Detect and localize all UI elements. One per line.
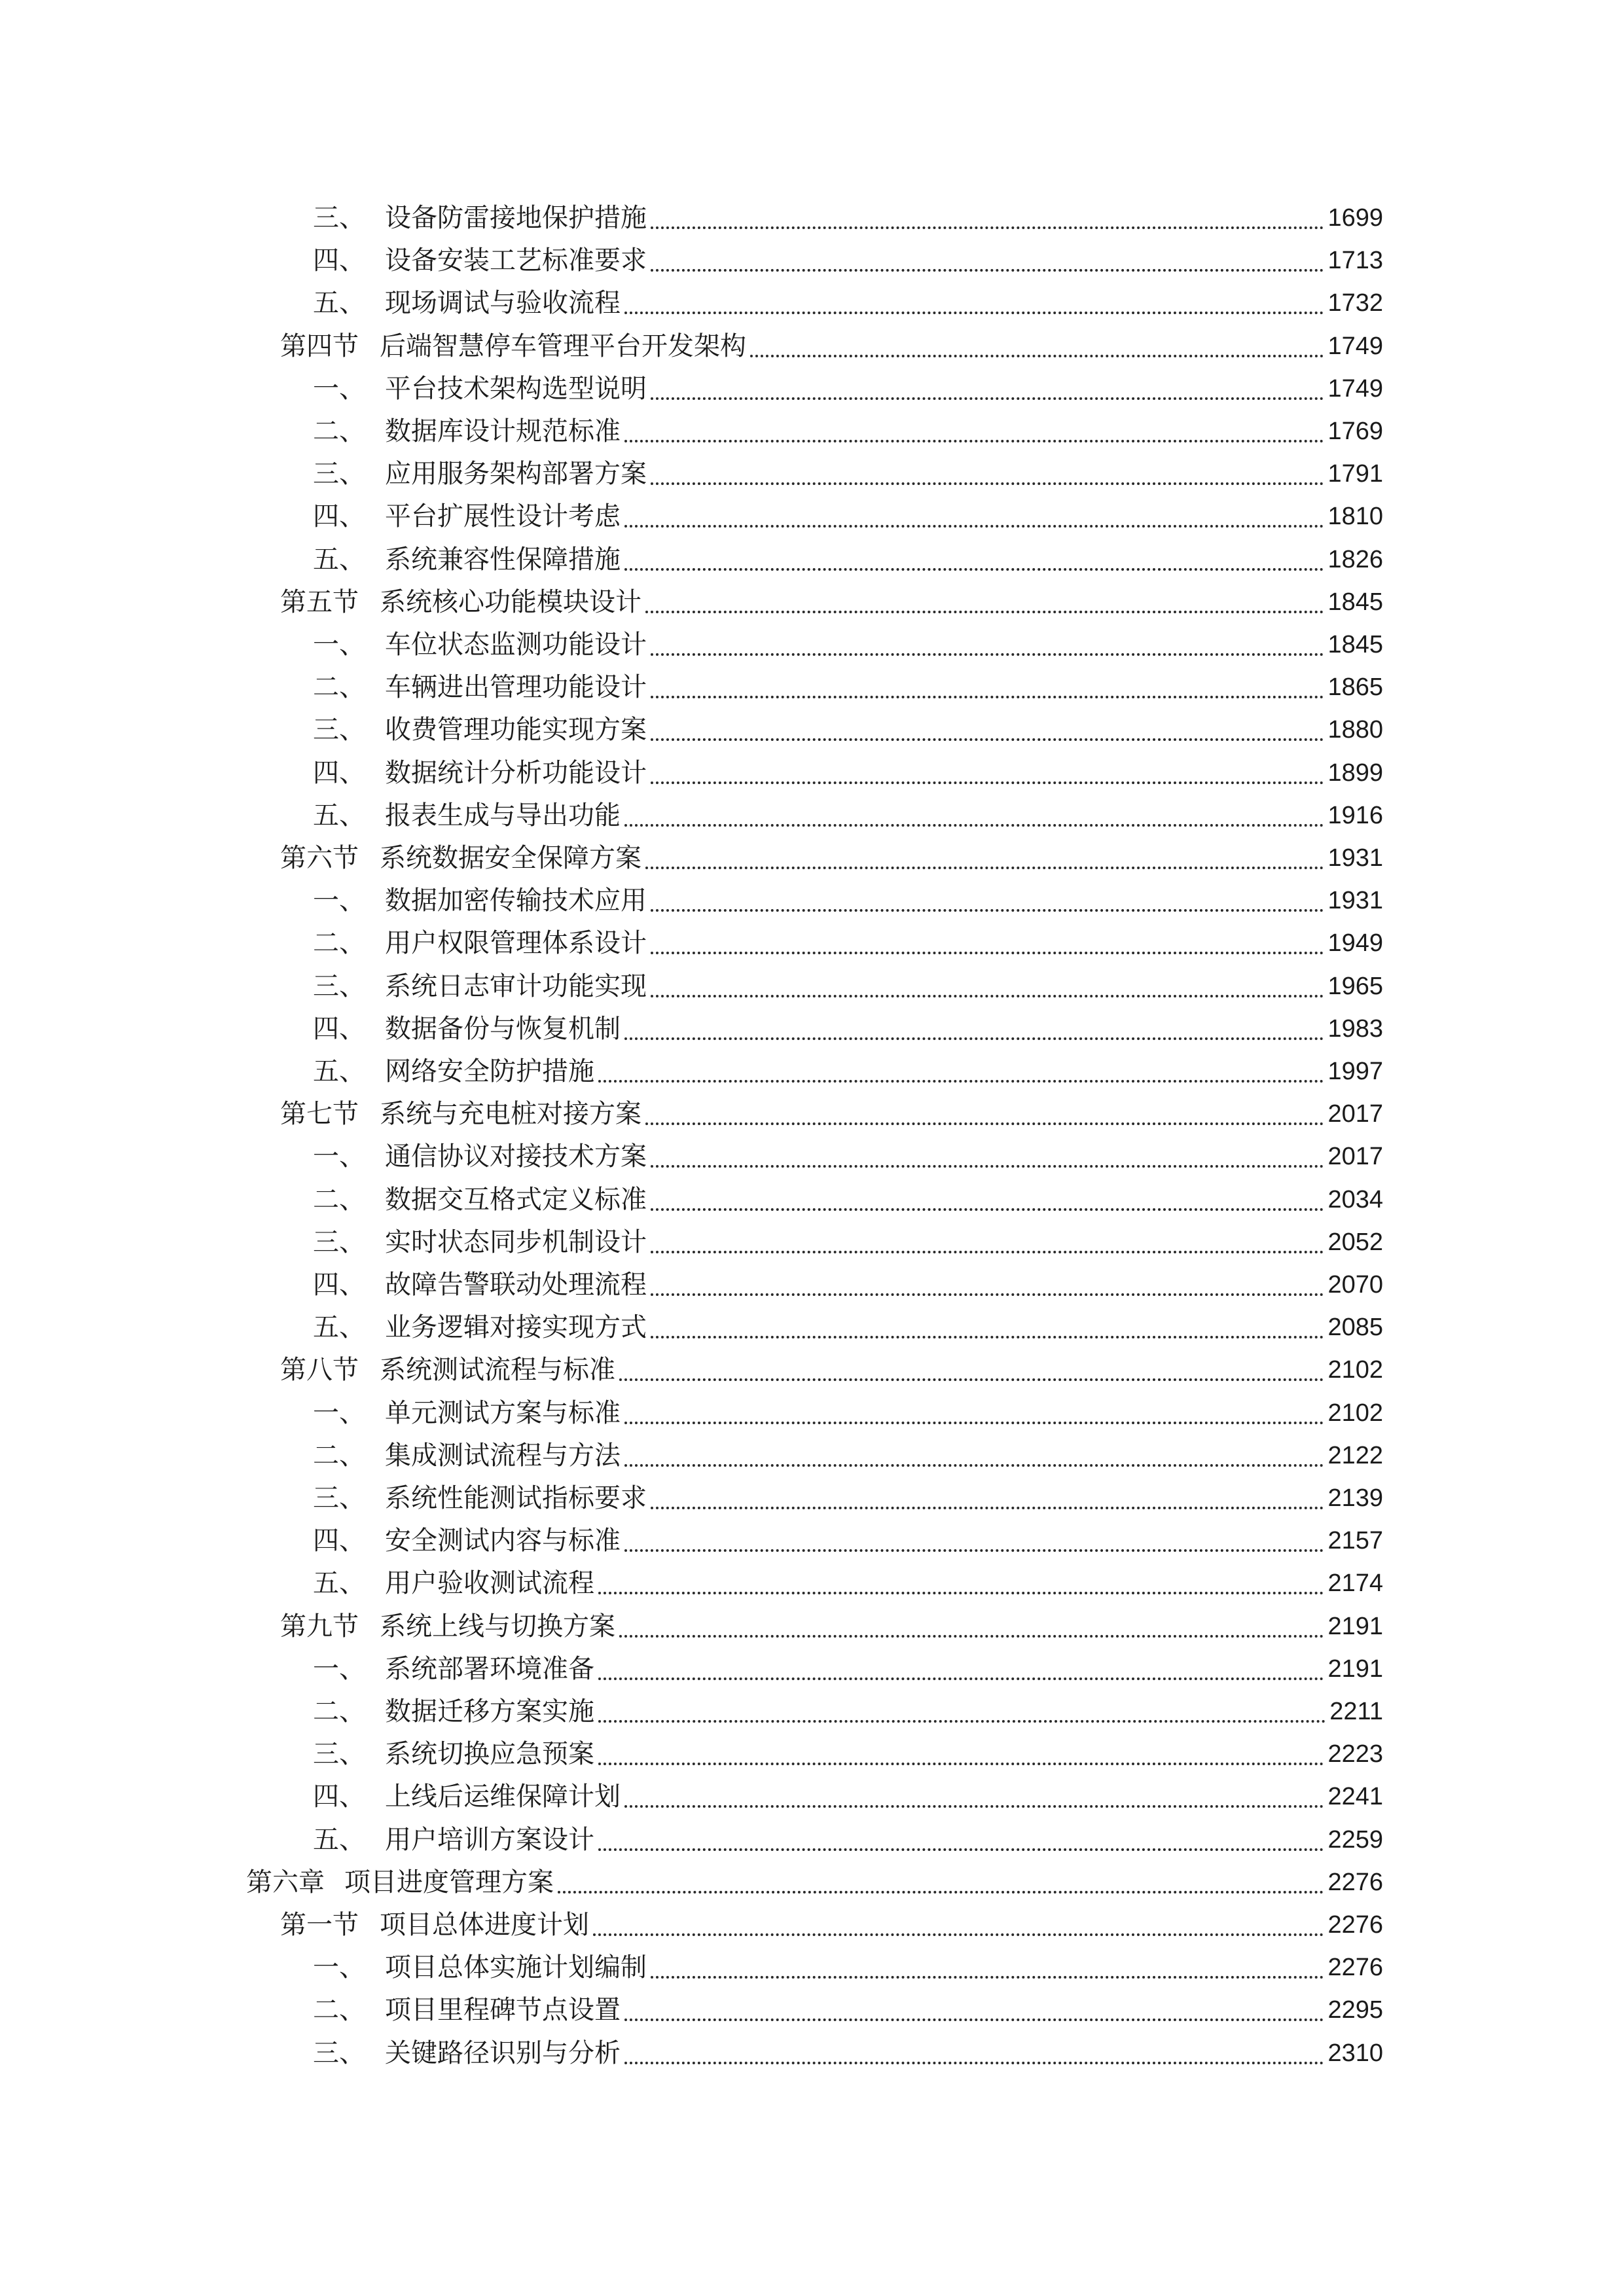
toc-entry-page-number: 2191 [1327, 1655, 1383, 1683]
dot-leader [624, 440, 1324, 442]
dot-leader [624, 312, 1324, 314]
toc-entry-section[interactable] [280, 581, 1383, 624]
toc-entry-page-number: 1931 [1327, 887, 1383, 915]
toc-entry-number: 四、 [313, 1013, 365, 1044]
toc-entry-title: 用户验收测试流程 [385, 1568, 594, 1599]
toc-entry-page-number: 1791 [1327, 460, 1383, 488]
toc-entry-title: 系统数据安全保障方案 [380, 843, 641, 873]
toc-entry-page-number: 2276 [1327, 1868, 1383, 1896]
dot-leader [624, 525, 1324, 528]
toc-entry-item[interactable] [313, 708, 1383, 751]
toc-entry-title: 报表生成与导出功能 [385, 800, 621, 831]
toc-entry-item[interactable] [313, 922, 1383, 965]
toc-entry-number: 二、 [313, 1184, 365, 1215]
toc-entry-number: 三、 [313, 203, 365, 233]
toc-entry-item[interactable] [313, 367, 1383, 410]
toc-entry-number: 三、 [313, 1227, 365, 1257]
toc-entry-title: 关键路径识别与分析 [385, 2037, 621, 2068]
toc-entry-page-number: 2295 [1327, 1996, 1383, 2024]
toc-entry-page-number: 2157 [1327, 1527, 1383, 1555]
toc-entry-section[interactable] [280, 1605, 1383, 1648]
dot-leader [651, 397, 1324, 400]
toc-entry-section[interactable] [280, 1092, 1383, 1136]
dot-leader [651, 995, 1324, 997]
toc-entry-number: 三、 [313, 1739, 365, 1770]
toc-entry-number: 五、 [313, 1824, 365, 1855]
toc-entry-item[interactable] [313, 1050, 1383, 1093]
toc-entry-page-number: 1949 [1327, 929, 1383, 958]
toc-entry-title: 数据交互格式定义标准 [385, 1184, 647, 1215]
dot-leader [651, 1336, 1324, 1338]
dot-leader [750, 355, 1324, 357]
toc-entry-title: 系统日志审计功能实现 [385, 971, 647, 1001]
toc-entry-number: 第七节 [280, 1099, 359, 1130]
dot-leader [598, 1080, 1324, 1083]
toc-entry-page-number: 1865 [1327, 673, 1383, 702]
toc-entry-number: 二、 [313, 1696, 365, 1727]
toc-entry-item[interactable] [313, 1263, 1383, 1306]
toc-entry-item[interactable] [313, 239, 1383, 282]
dot-leader [624, 1422, 1324, 1424]
toc-entry-title: 数据加密传输技术应用 [385, 886, 647, 916]
toc-entry-title: 系统兼容性保障措施 [385, 544, 621, 575]
toc-entry-number: 二、 [313, 416, 365, 446]
toc-entry-item[interactable] [313, 1946, 1383, 1989]
toc-entry-title: 平台扩展性设计考虑 [385, 501, 621, 532]
toc-entry-number: 一、 [313, 1952, 365, 1983]
toc-entry-page-number: 1749 [1327, 374, 1383, 403]
toc-entry-number: 四、 [313, 1782, 365, 1812]
toc-entry-number: 五、 [313, 1312, 365, 1343]
toc-entry-item[interactable] [313, 965, 1383, 1008]
toc-entry-number: 一、 [313, 630, 365, 660]
toc-entry-number: 四、 [313, 245, 365, 276]
dot-leader [624, 2062, 1324, 2064]
toc-entry-page-number: 2102 [1327, 1399, 1383, 1427]
toc-entry-title: 单元测试方案与标准 [385, 1397, 621, 1428]
toc-entry-number: 一、 [313, 1141, 365, 1172]
toc-entry-page-number: 1699 [1327, 204, 1383, 232]
toc-entry-number: 四、 [313, 501, 365, 532]
toc-entry-page-number: 1826 [1327, 545, 1383, 573]
toc-entry-number: 五、 [313, 1056, 365, 1086]
dot-leader [624, 1464, 1324, 1467]
toc-entry-item[interactable] [313, 1434, 1383, 1477]
toc-entry-page-number: 1899 [1327, 759, 1383, 787]
dot-leader [619, 1378, 1324, 1381]
toc-entry-title: 系统上线与切换方案 [380, 1611, 615, 1641]
toc-entry-number: 二、 [313, 1995, 365, 2026]
dot-leader [645, 611, 1324, 613]
toc-entry-number: 二、 [313, 928, 365, 959]
dot-leader [624, 824, 1324, 827]
dot-leader [619, 1635, 1324, 1638]
toc-entry-page-number: 2259 [1327, 1825, 1383, 1854]
toc-entry-title: 设备防雷接地保护措施 [385, 203, 647, 233]
toc-entry-item[interactable] [313, 1647, 1383, 1691]
dot-leader [624, 1037, 1324, 1040]
toc-entry-item[interactable] [313, 1135, 1383, 1178]
toc-entry-item[interactable] [313, 196, 1383, 240]
toc-entry-title: 系统测试流程与标准 [380, 1355, 615, 1386]
toc-entry-number: 一、 [313, 1653, 365, 1684]
toc-entry-page-number: 2276 [1327, 1954, 1383, 1982]
toc-entry-title: 收费管理功能实现方案 [385, 715, 647, 745]
dot-leader [598, 1592, 1324, 1594]
toc-entry-number: 五、 [313, 288, 365, 319]
toc-entry-title: 项目里程碑节点设置 [385, 1995, 621, 2026]
toc-entry-section[interactable] [280, 1903, 1383, 1946]
toc-entry-number: 第五节 [280, 586, 359, 617]
toc-entry-title: 现场调试与验收流程 [385, 288, 621, 319]
toc-entry-number: 五、 [313, 544, 365, 575]
toc-entry-number: 三、 [313, 1483, 365, 1513]
toc-entry-title: 车辆进出管理功能设计 [385, 672, 647, 703]
toc-entry-item[interactable] [313, 1391, 1383, 1435]
dot-leader [651, 482, 1324, 485]
dot-leader [651, 952, 1324, 954]
toc-entry-page-number: 1916 [1327, 801, 1383, 829]
toc-entry-page-number: 2017 [1327, 1143, 1383, 1171]
toc-entry-item[interactable] [313, 1690, 1383, 1733]
dot-leader [645, 1122, 1324, 1125]
toc-entry-number: 五、 [313, 800, 365, 831]
toc-entry-number: 三、 [313, 459, 365, 490]
toc-entry-title: 系统切换应急预案 [385, 1739, 594, 1770]
dot-leader [624, 1549, 1324, 1552]
dot-leader [651, 1507, 1324, 1509]
toc-entry-item[interactable] [313, 1178, 1383, 1221]
toc-entry-title: 用户培训方案设计 [385, 1824, 594, 1855]
toc-entry-number: 一、 [313, 886, 365, 916]
toc-entry-item[interactable] [313, 1007, 1383, 1050]
toc-entry-page-number: 2174 [1327, 1570, 1383, 1598]
toc-entry-page-number: 2034 [1327, 1185, 1383, 1213]
toc-entry-title: 数据库设计规范标准 [385, 416, 621, 446]
toc-entry-page-number: 2211 [1329, 1698, 1383, 1725]
toc-entry-title: 用户权限管理体系设计 [385, 928, 647, 959]
table-of-contents [0, 196, 1624, 2094]
toc-entry-title: 后端智慧停车管理平台开发架构 [380, 331, 746, 361]
toc-entry-page-number: 1997 [1327, 1058, 1383, 1085]
toc-entry-title: 项目进度管理方案 [344, 1867, 554, 1897]
toc-entry-number: 第六章 [246, 1867, 325, 1897]
toc-entry-item[interactable] [313, 879, 1383, 922]
dot-leader [624, 2018, 1324, 2021]
dot-leader [598, 1720, 1326, 1723]
toc-entry-item[interactable] [313, 1818, 1383, 1861]
toc-entry-number: 第六节 [280, 843, 359, 873]
toc-entry-section[interactable] [280, 325, 1383, 368]
toc-entry-item[interactable] [313, 1477, 1383, 1520]
toc-entry-title: 业务逻辑对接实现方式 [385, 1312, 647, 1343]
toc-entry-page-number: 2139 [1327, 1484, 1383, 1512]
toc-entry-item[interactable] [313, 495, 1383, 538]
toc-entry-page-number: 1845 [1327, 631, 1383, 658]
toc-entry-item[interactable] [313, 1732, 1383, 1776]
dot-leader [598, 1677, 1324, 1680]
dot-leader [651, 1976, 1324, 1979]
toc-entry-page-number: 2017 [1327, 1100, 1383, 1128]
toc-entry-item[interactable] [313, 623, 1383, 666]
toc-entry-page-number: 1810 [1327, 503, 1383, 531]
dot-leader [558, 1891, 1324, 1893]
dot-leader [651, 653, 1324, 656]
dot-leader [651, 1251, 1324, 1253]
toc-entry-page-number: 2223 [1327, 1740, 1383, 1768]
toc-entry-item[interactable] [313, 281, 1383, 325]
toc-entry-page-number: 1880 [1327, 716, 1383, 744]
toc-entry-number: 四、 [313, 1270, 365, 1300]
dot-leader [651, 1165, 1324, 1168]
toc-entry-page-number: 2085 [1327, 1314, 1383, 1342]
toc-entry-item[interactable] [313, 1775, 1383, 1818]
toc-entry-item[interactable] [313, 452, 1383, 495]
toc-entry-number: 第一节 [280, 1910, 359, 1940]
toc-entry-page-number: 1965 [1327, 972, 1383, 1000]
toc-entry-item[interactable] [313, 2032, 1383, 2075]
toc-entry-title: 系统核心功能模块设计 [380, 586, 641, 617]
toc-entry-title: 数据备份与恢复机制 [385, 1013, 621, 1044]
toc-entry-item[interactable] [313, 1988, 1383, 2032]
toc-entry-title: 故障告警联动处理流程 [385, 1270, 647, 1300]
toc-entry-number: 三、 [313, 2037, 365, 2068]
toc-entry-page-number: 1845 [1327, 588, 1383, 616]
toc-entry-item[interactable] [313, 1562, 1383, 1605]
dot-leader [651, 226, 1324, 229]
toc-entry-item[interactable] [313, 1519, 1383, 1562]
dot-leader [624, 1805, 1324, 1808]
toc-entry-title: 车位状态监测功能设计 [385, 630, 647, 660]
toc-entry-title: 集成测试流程与方法 [385, 1440, 621, 1471]
toc-entry-item[interactable] [313, 751, 1383, 795]
dot-leader [624, 568, 1324, 571]
toc-entry-number: 二、 [313, 1440, 365, 1471]
toc-entry-page-number: 2191 [1327, 1612, 1383, 1640]
toc-entry-section[interactable] [280, 1348, 1383, 1391]
toc-entry-page-number: 2102 [1327, 1356, 1383, 1384]
dot-leader [598, 1763, 1324, 1765]
dot-leader [651, 738, 1324, 741]
toc-entry-item[interactable] [313, 1221, 1383, 1264]
toc-entry-title: 数据迁移方案实施 [385, 1696, 594, 1727]
toc-entry-number: 一、 [313, 373, 365, 404]
toc-entry-title: 系统性能测试指标要求 [385, 1483, 647, 1513]
toc-entry-page-number: 1931 [1327, 844, 1383, 872]
toc-entry-page-number: 1749 [1327, 332, 1383, 360]
toc-entry-title: 系统部署环境准备 [385, 1653, 594, 1684]
toc-entry-number: 三、 [313, 971, 365, 1001]
toc-entry-item[interactable] [313, 666, 1383, 709]
toc-entry-page-number: 2122 [1327, 1441, 1383, 1469]
toc-entry-title: 系统与充电桩对接方案 [380, 1099, 641, 1130]
dot-leader [651, 696, 1324, 698]
toc-entry-page-number: 2276 [1327, 1911, 1383, 1939]
toc-entry-item[interactable] [313, 794, 1383, 837]
toc-entry-chapter[interactable] [246, 1861, 1383, 1904]
dot-leader [645, 867, 1324, 869]
toc-entry-title: 项目总体进度计划 [380, 1910, 589, 1940]
toc-entry-page-number: 2310 [1327, 2039, 1383, 2067]
toc-entry-page-number: 1983 [1327, 1014, 1383, 1043]
toc-entry-page-number: 2070 [1327, 1271, 1383, 1299]
toc-entry-item[interactable] [313, 538, 1383, 581]
toc-entry-section[interactable] [280, 836, 1383, 880]
toc-entry-number: 第八节 [280, 1355, 359, 1386]
dot-leader [651, 781, 1324, 784]
toc-entry-title: 上线后运维保障计划 [385, 1782, 621, 1812]
toc-entry-item[interactable] [313, 410, 1383, 453]
toc-entry-number: 第九节 [280, 1611, 359, 1641]
toc-entry-title: 项目总体实施计划编制 [385, 1952, 647, 1983]
toc-entry-page-number: 2052 [1327, 1228, 1383, 1256]
toc-entry-number: 第四节 [280, 331, 359, 361]
toc-entry-title: 安全测试内容与标准 [385, 1526, 621, 1556]
toc-entry-title: 通信协议对接技术方案 [385, 1141, 647, 1172]
toc-entry-title: 设备安装工艺标准要求 [385, 245, 647, 276]
toc-entry-title: 应用服务架构部署方案 [385, 459, 647, 490]
toc-entry-number: 四、 [313, 757, 365, 788]
toc-entry-page-number: 2241 [1327, 1783, 1383, 1811]
toc-entry-item[interactable] [313, 1306, 1383, 1349]
dot-leader [651, 909, 1324, 912]
toc-entry-page-number: 1769 [1327, 418, 1383, 445]
toc-entry-title: 实时状态同步机制设计 [385, 1227, 647, 1257]
toc-entry-number: 三、 [313, 715, 365, 745]
toc-entry-number: 四、 [313, 1526, 365, 1556]
dot-leader [651, 269, 1324, 272]
toc-entry-page-number: 1732 [1327, 289, 1383, 317]
toc-entry-number: 二、 [313, 672, 365, 703]
toc-entry-title: 数据统计分析功能设计 [385, 757, 647, 788]
dot-leader [651, 1208, 1324, 1211]
toc-entry-title: 平台技术架构选型说明 [385, 373, 647, 404]
dot-leader [651, 1293, 1324, 1296]
toc-entry-page-number: 1713 [1327, 247, 1383, 275]
toc-entry-number: 五、 [313, 1568, 365, 1599]
dot-leader [593, 1933, 1324, 1936]
dot-leader [598, 1848, 1324, 1851]
toc-entry-title: 网络安全防护措施 [385, 1056, 594, 1086]
toc-entry-number: 一、 [313, 1397, 365, 1428]
